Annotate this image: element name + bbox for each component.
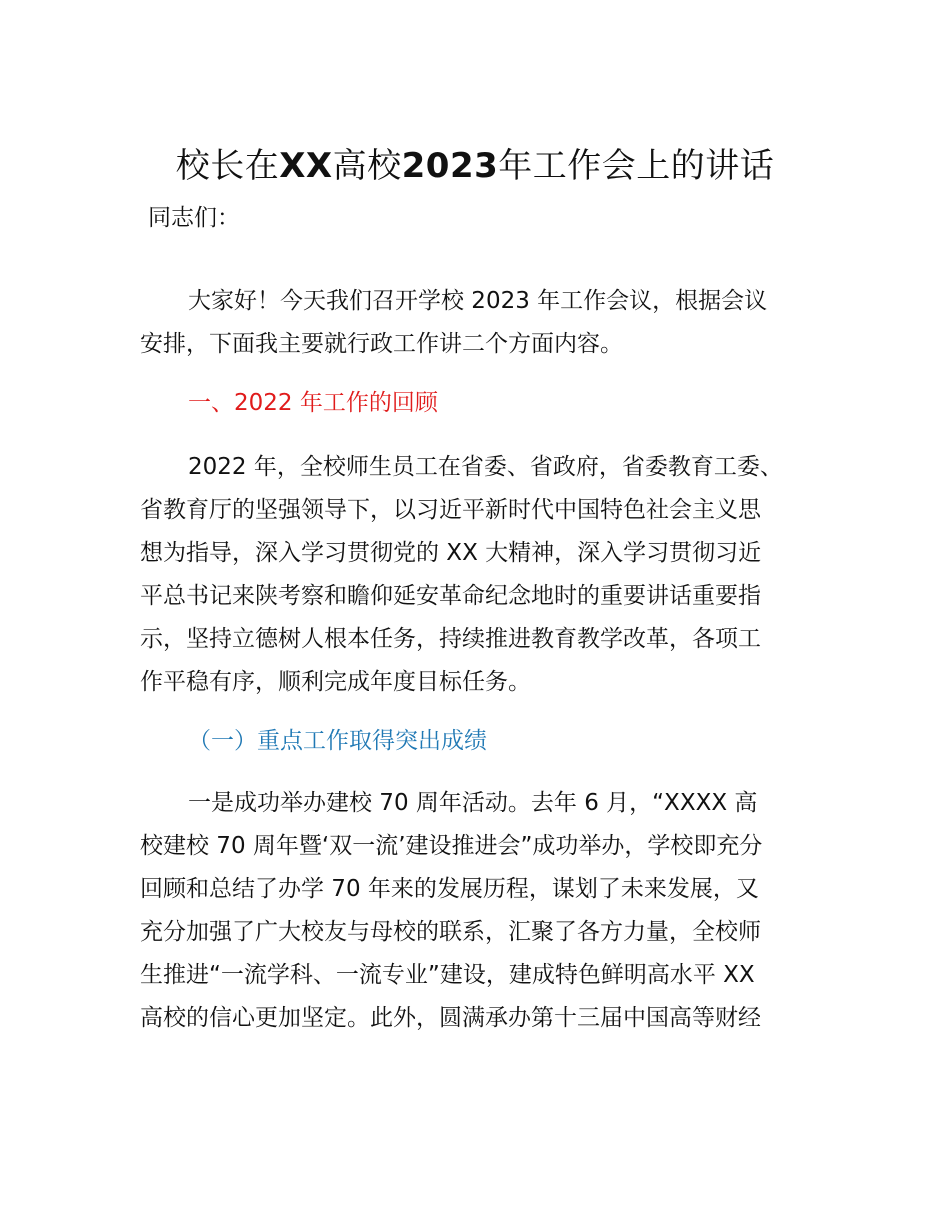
paragraph-achievements: [140, 782, 820, 1040]
paragraph-review: [140, 446, 820, 704]
paragraph-line: 回顾和总结了办学 70 年来的发展历程，谋划了未来发展，又: [140, 876, 759, 902]
subsection-heading-achievements: （一）重点工作取得突出成绩: [188, 728, 487, 754]
paragraph-opening: [140, 280, 820, 366]
paragraph-line: 平总书记来陕考察和瞻仰延安革命纪念地时的重要讲话重要指: [140, 583, 761, 609]
salutation: 同志们：: [148, 205, 240, 231]
paragraph-line: 生推进“一流学科、一流专业”建设，建成特色鲜明高水平 XX: [140, 962, 755, 988]
section-heading-review: 一、2022 年工作的回顾: [188, 390, 438, 416]
paragraph-line: 想为指导，深入学习贯彻党的 XX 大精神，深入学习贯彻习近: [140, 540, 762, 566]
document-title: [0, 142, 950, 190]
title-part-a: 校长在: [175, 146, 280, 186]
paragraph-line: 2022 年，全校师生员工在省委、省政府，省委教育工委、: [188, 454, 783, 480]
paragraph-line: 大家好！今天我们召开学校 2023 年工作会议，根据会议: [188, 288, 768, 314]
paragraph-line: 高校的信心更加坚定。此外，圆满承办第十三届中国高等财经: [140, 1005, 761, 1031]
title-part-d: 2023: [401, 146, 499, 186]
paragraph-line: 一是成功举办建校 70 周年活动。去年 6 月，“XXXX 高: [188, 790, 758, 816]
title-part-c: 高校: [332, 146, 402, 186]
paragraph-line: 安排，下面我主要就行政工作讲二个方面内容。: [140, 331, 623, 357]
title-part-b: XX: [279, 146, 333, 186]
paragraph-line: 充分加强了广大校友与母校的联系，汇聚了各方力量，全校师: [140, 919, 761, 945]
title-part-e: 年工作会上的讲话: [498, 146, 775, 186]
paragraph-line: 省教育厅的坚强领导下，以习近平新时代中国特色社会主义思: [140, 497, 761, 523]
paragraph-line: 作平稳有序，顺利完成年度目标任务。: [140, 669, 531, 695]
paragraph-line: 示，坚持立德树人根本任务，持续推进教育教学改革，各项工: [140, 626, 761, 652]
paragraph-line: 校建校 70 周年暨‘双一流’建设推进会”成功举办，学校即充分: [140, 833, 763, 859]
